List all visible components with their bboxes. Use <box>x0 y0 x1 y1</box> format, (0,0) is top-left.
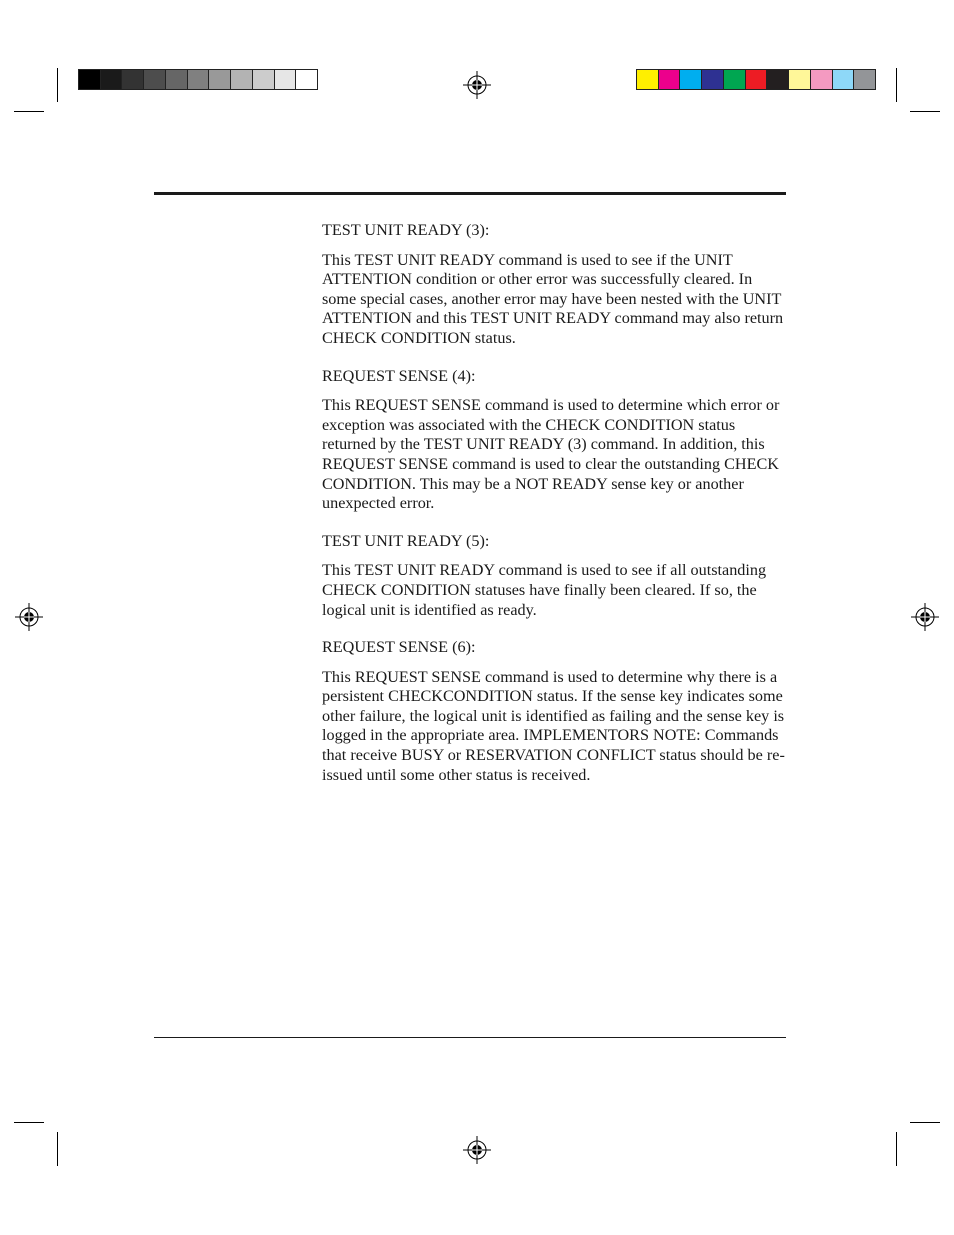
crop-mark <box>14 111 44 112</box>
crop-mark <box>896 1132 897 1166</box>
grayscale-calibration-bar <box>78 69 318 90</box>
crop-mark <box>57 68 58 102</box>
registration-target-icon <box>463 71 491 99</box>
color-swatch <box>275 70 297 89</box>
color-swatch <box>101 70 123 89</box>
color-swatch <box>811 70 833 89</box>
crop-mark <box>14 1122 44 1123</box>
color-swatch <box>659 70 681 89</box>
color-swatch <box>122 70 144 89</box>
section-heading: TEST UNIT READY (3): <box>322 221 490 239</box>
color-swatch <box>296 70 317 89</box>
color-swatch <box>702 70 724 89</box>
color-swatch <box>209 70 231 89</box>
section-heading: REQUEST SENSE (6): <box>322 638 476 657</box>
crop-mark <box>57 1132 58 1166</box>
color-swatch <box>833 70 855 89</box>
section-paragraph: This TEST UNIT READY command is used to see if the UNIT ATTENTION condition or other error was successfully cleared. In some special cases, another error may have been nested with the UNIT ATTENTION and this TEST UNIT READY command may also return CHECK CONDITION status. <box>322 250 784 347</box>
crop-mark <box>910 111 940 112</box>
color-swatch <box>231 70 253 89</box>
color-swatch <box>854 70 875 89</box>
color-swatch <box>188 70 210 89</box>
color-swatch <box>680 70 702 89</box>
color-swatch <box>166 70 188 89</box>
registration-target-icon <box>463 1136 491 1164</box>
footer-rule <box>154 1037 786 1038</box>
document-body <box>322 221 788 803</box>
color-swatch <box>253 70 275 89</box>
color-swatch <box>746 70 768 89</box>
color-swatch <box>724 70 746 89</box>
crop-mark <box>896 68 897 102</box>
section-paragraph: This REQUEST SENSE command is used to determine why there is a persistent CHECKCONDITION status. If the sense key indicates some other failure, the logical unit is identified as failing and the sense key is logged in the appropriate area. IMPLEMENTORS NOTE: Commands that receive BUSY or RESERVATION CONFLICT status should be re-issued until some other status is received. <box>322 667 785 784</box>
section-paragraph: This REQUEST SENSE command is used to determine which error or exception was associated with the CHECK CONDITION status returned by the TEST UNIT READY (3) command. In addition, this REQUEST SENSE command is used to clear the outstanding CHECK CONDITION. This may be a NOT READY sense key or another unexpected error. <box>322 396 780 513</box>
color-swatch <box>637 70 659 89</box>
section-paragraph: This TEST UNIT READY command is used to see if all outstanding CHECK CONDITION statuses have finally been cleared. If so, the logical unit is identified as ready. <box>322 561 767 619</box>
color-swatch <box>79 70 101 89</box>
header-rule <box>154 192 786 195</box>
color-swatch <box>144 70 166 89</box>
crop-mark <box>910 1122 940 1123</box>
section-heading: TEST UNIT READY (5): <box>322 531 490 550</box>
color-swatch <box>789 70 811 89</box>
color-swatch <box>767 70 789 89</box>
color-calibration-bar <box>636 69 876 90</box>
section-heading: REQUEST SENSE (4): <box>322 366 476 385</box>
registration-target-icon <box>15 603 43 631</box>
registration-target-icon <box>911 603 939 631</box>
